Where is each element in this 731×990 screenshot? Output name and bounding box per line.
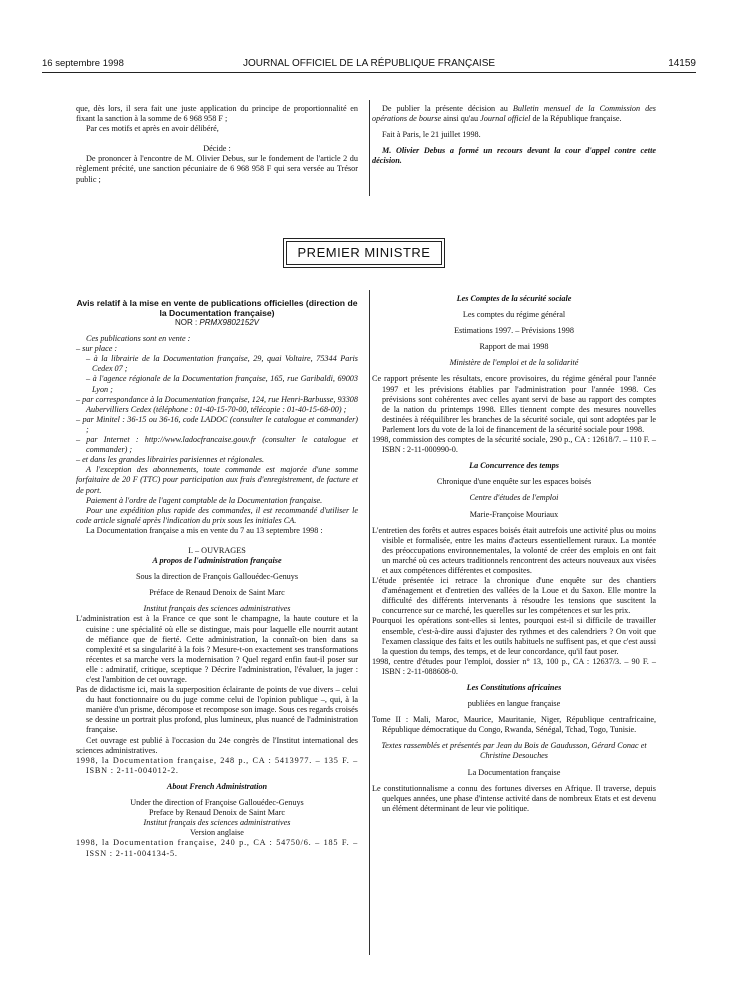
list-item: – et dans les grandes librairies parisiennes et régionales. [76, 455, 265, 465]
right-column [372, 294, 656, 814]
avis-title: Avis relatif à la mise en vente de publications officielles (direction de la Documentation française) [76, 298, 358, 318]
book-preface: Preface by Renaud Denoix de Saint Marc [149, 808, 285, 818]
paragraph: Ce rapport présente les résultats, encore provisoires, du régime général pour l'année 1997 et les prévisions établies par l'administration pour l'année 1998. Ces prévisions sont cohérentes avec celles ayant servi de base au rapport des comptes de la nation du printemps 1998. Elles tiennent compte des mesures nouvelles destinées à rééquilibrer les branches de la sécurité sociale, qui sont adoptées par le Parlement lors du vote de la loi de financement de la sécurité sociale pour 1998. [372, 374, 656, 434]
list-item: – à la librairie de la Documentation française, 29, quai Voltaire, 75344 Paris Cedex 07 ; [86, 354, 358, 374]
book-title: Les Constitutions africaines [466, 683, 562, 692]
book-editors: Textes rassemblés et présentés par Jean du Bois de Gaudusson, Gérard Conac et Christine Desouches [381, 741, 647, 761]
appeal-note: M. Olivier Debus a formé un recours devant la cour d'appel contre cette décision. [372, 146, 656, 166]
journal-title: JOURNAL OFFICIEL DE LA RÉPUBLIQUE FRANÇAISE [242, 58, 496, 69]
paragraph: Cet ouvrage est publié à l'occasion du 24e congrès de l'Institut international des sciences administratives. [76, 735, 358, 755]
list-item: – à l'agence régionale de la Documentation française, 165, rue Garibaldi, 69003 Lyon ; [86, 374, 358, 394]
paragraph: Le constitutionnalisme a connu des fortunes diverses en Afrique. Il traverse, depuis quelques années, une phase d'intense activité dans de nombreux Etats et est devenu un élément déterminant de leur vie politique. [372, 783, 656, 813]
left-column [76, 298, 358, 859]
column-divider-bottom [369, 290, 370, 955]
book-institution: Institut français des sciences administratives [143, 604, 291, 614]
paragraph: L'administration est à la France ce que sont le champagne, la haute couture et la cuisine : une spécialité où elle se distingue, mais pour laquelle elle nourrit autant de méfiance que de fierté. Cette administration, la connaît-on bien dans sa complexité et sa singularité à la fois ? Mesure-t-on exactement ses transformations récentes et sa marche vers la modernisation ? Quel regard enfin faut-il poser sur elle : admiratif, critique, sceptique ? Décrire l'administration, l'évaluer, la juger : c'est l'ambition de cet ouvrage. [76, 614, 358, 684]
paragraph: De prononcer à l'encontre de M. Olivier Debus, sur le fondement de l'article 2 du règlement précité, une sanction pécuniaire de 6 968 958 F qui sera versée au Trésor public ; [76, 154, 358, 184]
section-title-box [286, 241, 442, 265]
book-subtitle: Rapport de mai 1998 [479, 342, 549, 352]
book-reference: 1998, centre d'études pour l'emploi, dossier n° 13, 100 p., CA : 12637/3. – 90 F. – ISBN : 2-11-088608-0. [372, 656, 656, 676]
list-item: – par Internet : http://www.ladocfrancaise.gouv.fr (consulter le catalogue et commander) ; [76, 435, 358, 455]
paragraph: Par ces motifs et après en avoir délibéré, [86, 124, 219, 134]
book-title: Les Comptes de la sécurité sociale [456, 294, 572, 303]
book-subtitle: Les comptes du régime général [462, 310, 566, 320]
intro: Ces publications sont en vente : [86, 334, 191, 344]
book-reference: 1998, commission des comptes de la sécurité sociale, 290 p., CA : 12618/7. – 110 F. – ISBN : 2-11-000990-0. [372, 435, 656, 455]
column-divider-top [369, 100, 370, 196]
book-institution: Institut français des sciences administratives [143, 818, 291, 828]
book-title: A propos de l'administration française [152, 556, 282, 566]
signature-date: Fait à Paris, le 21 juillet 1998. [382, 130, 481, 140]
subsection-title: I. – OUVRAGES [188, 545, 246, 555]
decide-label: Décide : [203, 144, 231, 154]
header-rule [42, 72, 696, 73]
page-header [42, 56, 696, 72]
list-item: – par Minitel : 36-15 ou 36-16, code LADOC (consulter le catalogue et commander) ; [76, 414, 358, 434]
book-preface: Préface de Renaud Denoix de Saint Marc [149, 588, 285, 598]
book-subtitle: publiées en langue française [467, 699, 561, 709]
book-title: La Concurrence des temps [469, 461, 559, 471]
paragraph: A l'exception des abonnements, toute commande est majorée d'une somme forfaitaire de 20 F (TTC) pour participation aux frais d'enregistrement, de facture et de port. [76, 465, 358, 495]
paragraph: L'étude présentée ici retrace la chronique d'une enquête sur des chantiers d'aménagement et d'entretien des vallées de la Loue et du Saxon. Elle montre la difficulté des différents intervenants à résoudre les tensions que suscitent la concurrence sur ce marché, les querelles sur les compétences et sur les prix. [372, 576, 656, 616]
book-reference: 1998, la Documentation française, 248 p., CA : 5413977. – 135 F. – ISBN : 2-11-004012-2. [76, 755, 358, 775]
book-institution: Centre d'études de l'emploi [469, 493, 559, 503]
paragraph: Pas de didactisme ici, mais la superposition éclairante de points de vue divers – celui du haut fonctionnaire ou du juge comme celui de l'opinion publique –, qui, à la manière d'un prisme, décompose et recompose son image. Sous ces regards croisés se dessine un portrait plus profond, plus lumineux, plus nuancé de l'administration française. [76, 685, 358, 735]
paragraph: Pour une expédition plus rapide des commandes, il est recommandé d'utiliser le code article signalé après l'indication du prix sous les initiales CA. [76, 505, 358, 525]
book-subtitle: Chronique d'une enquête sur les espaces boisés [436, 477, 592, 487]
list-item: – sur place : [76, 344, 118, 354]
book-title: About French Administration [166, 781, 268, 791]
paragraph: La Documentation française a mis en vente du 7 au 13 septembre 1998 : [86, 525, 323, 535]
book-reference: 1998, la Documentation française, 240 p., CA : 54750/6. – 185 F. – ISSN : 2-11-004134-5. [76, 838, 358, 858]
book-version: Version anglaise [190, 828, 244, 838]
book-institution: Ministère de l'emploi et de la solidarité [449, 358, 579, 368]
book-director: Under the direction of Françoise Gallouédec-Genuys [130, 798, 304, 808]
book-author: Marie-Françoise Mouriaux [469, 509, 559, 519]
top-right-column [372, 104, 656, 166]
nor-reference: NOR : PRMX9802152V [174, 318, 260, 327]
book-director: Sous la direction de François Gallouédec-Genuys [135, 572, 299, 582]
book-publisher: La Documentation française [467, 767, 561, 777]
page-number: 14159 [668, 58, 696, 69]
book-tome: Tome II : Mali, Maroc, Maurice, Mauritanie, Niger, République centrafricaine, République démocratique du Congo, Rwanda, Sénégal, Tchad, Togo, Tunisie. [372, 715, 656, 735]
paragraph: Pourquoi les opérations sont-elles si lentes, pourquoi est-il si difficile de travailler ensemble, c'est-à-dire aussi d'ajuster des rythmes et des calendriers ? On voit que l'examen classique des faits et les outils habituels ne suffisent pas, et que c'est aussi la question du temps, des temps, et de leur concordance, qu'il faut poser. [372, 616, 656, 656]
book-subtitle: Estimations 1997. – Prévisions 1998 [454, 326, 574, 336]
paragraph: L'entretien des forêts et autres espaces boisés était autrefois une activité plus ou moins visible et formalisée, entre les mains d'acteurs essentiellement ruraux. La montée des préoccupations environnementales, la volonté de créer des emplois en ont fait un marché où ces acteurs traditionnels rencontrent des acteurs nouveaux aux visées et aux compétences différentes et composites. [372, 525, 656, 575]
list-item: – par correspondance à la Documentation française, 124, rue Henri-Barbusse, 93308 Aubervilliers Cedex (téléphone : 01-40-15-70-00, télécopie : 01-40-15-68-00) ; [76, 394, 358, 414]
paragraph: Paiement à l'ordre de l'agent comptable de la Documentation française. [86, 495, 323, 505]
header-date: 16 septembre 1998 [42, 58, 124, 69]
paragraph: que, dès lors, il sera fait une juste application du principe de proportionnalité en fixant la sanction à la somme de 6 968 958 F ; [76, 104, 358, 124]
paragraph: De publier la présente décision au Bulletin mensuel de la Commission des opérations de bourse ainsi qu'au Journal officiel de la République française. [372, 104, 656, 124]
top-left-column [76, 104, 358, 185]
section-title: PREMIER MINISTRE [297, 245, 431, 260]
